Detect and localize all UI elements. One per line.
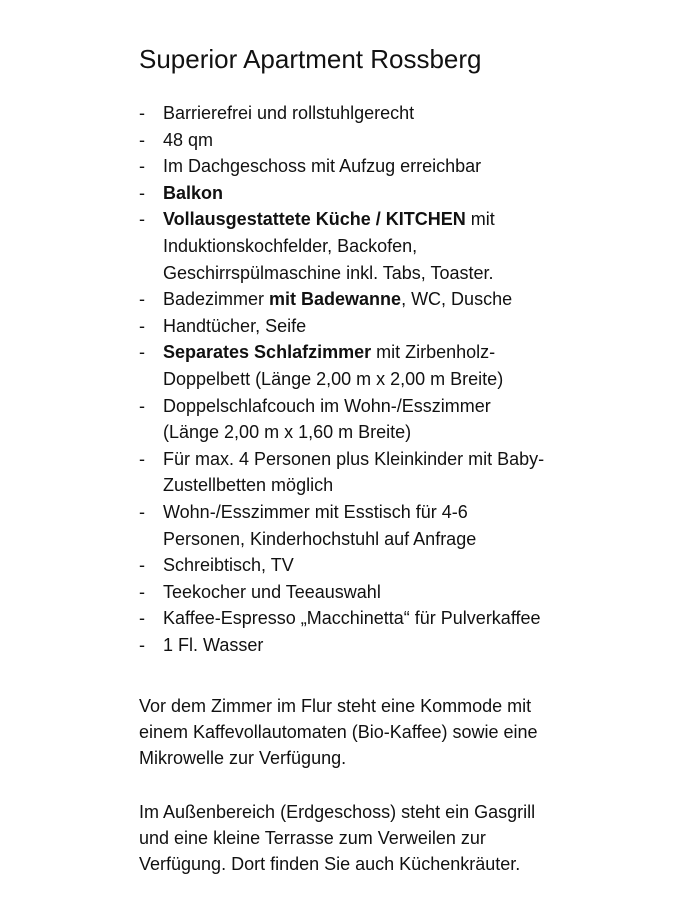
bullet-dash: - [139,501,145,522]
text: Kaffee-Espresso „Macchinetta“ für Pulverkaffee [163,608,541,629]
bold-text: Separates Schlafzimmer [163,342,372,363]
list-item-line [163,472,544,499]
paragraph-line: und eine kleine Terrasse zum Verweilen zur [139,828,486,848]
list-item-line [163,526,544,553]
bold-text: Vollausgestattete Küche / KITCHEN [163,209,466,230]
text: Badezimmer [163,289,270,310]
bullet-dash: - [139,289,145,310]
bullet-dash: - [139,182,145,203]
list-item-line [163,579,544,606]
paragraph-line: einem Kaffevollautomaten (Bio-Kaffee) sowie eine [139,722,538,742]
bullet-dash: - [139,448,145,469]
paragraph-line: Vor dem Zimmer im Flur steht eine Kommode mit [139,696,532,716]
list-item-line [163,313,544,340]
text: Wohn-/Esszimmer mit Esstisch für 4-6 [163,501,468,522]
list-item [139,605,544,632]
list-item-line [163,206,544,233]
text: Doppelbett (Länge 2,00 m x 2,00 m Breite) [163,368,504,389]
list-item [139,446,544,499]
bullet-dash: - [139,634,145,655]
bold-text: mit Badewanne [269,289,402,310]
text: Im Dachgeschoss mit Aufzug erreichbar [163,156,482,177]
list-item [139,286,544,313]
bullet-dash: - [139,156,145,177]
document-title: Superior Apartment Rossberg [139,44,482,74]
list-item [139,180,544,207]
list-item [139,127,544,154]
paragraph-line: Im Außenbereich (Erdgeschoss) steht ein Gasgrill [139,802,536,822]
text: Teekocher und Teeauswahl [163,581,381,602]
text: Geschirrspülmaschine inkl. Tabs, Toaster. [163,262,494,283]
list-item-line [163,233,544,260]
bold-text: Balkon [163,182,224,203]
list-item-line [163,393,544,420]
list-item [139,313,544,340]
text: Doppelschlafcouch im Wohn-/Esszimmer [163,395,491,416]
text: 48 qm [163,129,214,150]
bullet-dash: - [139,581,145,602]
list-item [139,393,544,446]
list-item-line [163,419,544,446]
text: mit [465,209,495,230]
list-item-line [163,127,544,154]
list-item [139,499,544,552]
bullet-dash: - [139,103,145,123]
list-item-line [163,180,544,207]
list-item [139,100,544,127]
bullet-dash: - [139,209,145,230]
bullet-dash: - [139,608,145,629]
amenities-list [139,100,544,658]
text: 1 Fl. Wasser [163,634,264,655]
text: Zustellbetten möglich [163,475,334,496]
list-item-line [163,286,544,313]
bullet-dash: - [139,342,145,363]
list-item-line [163,260,544,287]
text: mit Zirbenholz- [371,342,496,363]
paragraph-hallway [139,693,538,771]
text: Schreibtisch, TV [163,555,294,576]
bullet-dash: - [139,315,145,336]
list-item-line [163,552,544,579]
list-item-line [163,446,544,473]
text: , WC, Dusche [401,289,513,310]
paragraph-outdoor [139,799,535,877]
text: Induktionskochfelder, Backofen, [163,235,418,256]
list-item [139,339,544,392]
list-item [139,206,544,286]
list-item-line [163,100,544,127]
list-item-line [163,339,544,366]
list-item [139,153,544,180]
list-item [139,579,544,606]
bullet-dash: - [139,395,145,416]
bullet-dash: - [139,129,145,150]
list-item [139,632,544,659]
paragraph-line: Verfügung. Dort finden Sie auch Küchenkräuter. [139,854,521,874]
text: Barrierefrei und rollstuhlgerecht [163,103,415,123]
list-item-line [163,153,544,180]
list-item-line [163,632,544,659]
bullet-dash: - [139,555,145,576]
list-item-line [163,366,544,393]
text: Handtücher, Seife [163,315,307,336]
list-item-line [163,499,544,526]
paragraph-line: Mikrowelle zur Verfügung. [139,748,347,768]
text: Personen, Kinderhochstuhl auf Anfrage [163,528,477,549]
text: Für max. 4 Personen plus Kleinkinder mit Baby- [163,448,545,469]
list-item-line [163,605,544,632]
text: (Länge 2,00 m x 1,60 m Breite) [163,422,412,443]
list-item [139,552,544,579]
